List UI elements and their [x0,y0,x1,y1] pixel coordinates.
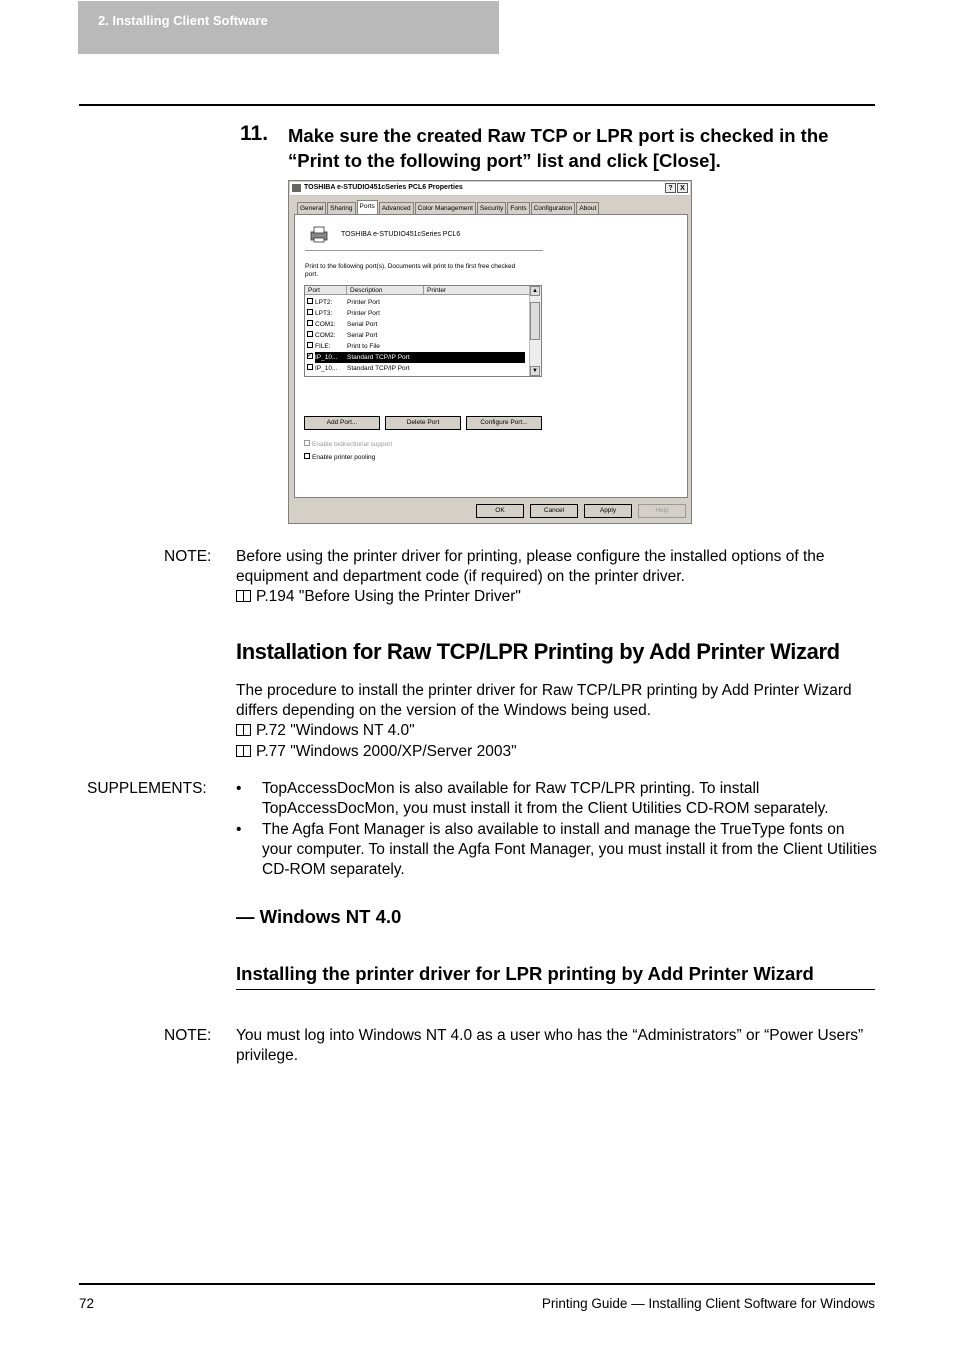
port-checkbox[interactable] [307,309,313,315]
port-checkbox[interactable] [307,298,313,304]
printer-icon [292,184,301,192]
port-checkbox[interactable] [307,320,313,326]
pooling-option[interactable]: Enable printer pooling [304,454,375,461]
add-port-button[interactable]: Add Port... [304,416,380,430]
column-port[interactable]: Port [305,286,347,295]
separator [305,250,543,251]
supplements-label: SUPPLEMENTS: [87,780,207,797]
printer-name: TOSHIBA e-STUDIO451cSeries PCL6 [341,231,461,238]
tab-general[interactable]: General [297,202,326,215]
ports-panel [294,214,688,498]
subsubsection-title: Installing the printer driver for LPR printing by Add Printer Wizard [236,963,875,990]
column-description[interactable]: Description [347,286,424,295]
port-checkbox-checked[interactable] [307,353,313,359]
close-title-button[interactable]: X [677,183,688,193]
list-item[interactable]: LPT2: Printer Port [307,297,529,308]
port-checkbox[interactable] [307,331,313,337]
scroll-thumb[interactable] [530,302,540,340]
tab-color-management[interactable]: Color Management [415,202,476,215]
port-checkbox[interactable] [307,364,313,370]
help-button[interactable]: Help [638,504,686,518]
scroll-up-icon[interactable]: ▲ [530,286,540,296]
book-icon [236,590,251,602]
list-item[interactable]: LPT3: Printer Port [307,308,529,319]
step-text: Make sure the created Raw TCP or LPR port is checked in the “Print to the following port” list and click [Close]. [288,125,829,171]
section-header-text: 2. Installing Client Software [98,13,268,28]
printer-properties-dialog [288,180,692,524]
tab-fonts[interactable]: Fonts [507,202,529,215]
cancel-button[interactable]: Cancel [530,504,578,518]
ports-list-header [305,286,530,296]
tab-sharing[interactable]: Sharing [327,202,355,215]
scroll-down-icon[interactable]: ▼ [530,366,540,376]
supplement-item: TopAccessDocMon is also available for Raw TCP/LPR printing. To install TopAccessDocMon, you must install it from the Client Utilities CD-ROM separately. [262,780,829,817]
port-checkbox[interactable] [307,342,313,348]
reference-nt4[interactable]: P.72 "Windows NT 4.0" [236,721,415,741]
delete-port-button[interactable]: Delete Port [385,416,461,430]
ports-list-scrollbar[interactable] [529,286,541,376]
column-printer[interactable]: Printer [424,286,530,295]
section-title: Installation for Raw TCP/LPR Printing by Add Printer Wizard [236,639,840,664]
dialog-titlebar [290,182,690,196]
apply-button[interactable]: Apply [584,504,632,518]
dialog-tabs [297,202,600,214]
intro-text: The procedure to install the printer driver for Raw TCP/LPR printing by Add Printer Wizard differs depending on the version of the Windows being used. [236,682,852,719]
reference-2000xp[interactable]: P.77 "Windows 2000/XP/Server 2003" [236,742,517,762]
list-item[interactable]: IP_10... Standard TCP/IP Port [307,363,529,374]
tab-configuration[interactable]: Configuration [531,202,576,215]
list-item[interactable]: COM2: Serial Port [307,330,529,341]
book-icon [236,745,251,757]
note-reference[interactable]: P.194 "Before Using the Printer Driver" [236,587,521,607]
tab-about[interactable]: About [576,202,599,215]
dialog-title: TOSHIBA e-STUDIO451cSeries PCL6 Properties [304,184,463,191]
bidirectional-checkbox[interactable] [304,440,310,446]
ports-instructions: Print to the following port(s). Documents will print to the first free checked port. [305,263,516,278]
top-rule [79,104,875,106]
configure-port-button[interactable]: Configure Port... [466,416,542,430]
bidirectional-option[interactable]: Enable bidirectional support [304,441,392,448]
tab-ports[interactable]: Ports [357,200,378,215]
page-number: 72 [79,1296,95,1311]
book-icon [236,724,251,736]
list-item[interactable]: FILE: Print to File [307,341,529,352]
bullet: • [236,821,242,838]
ok-button[interactable]: OK [476,504,524,518]
section-header-tab [78,1,499,54]
ports-list[interactable] [304,285,542,377]
step-number: 11. [240,122,269,145]
tab-advanced[interactable]: Advanced [379,202,414,215]
pooling-checkbox[interactable] [304,453,310,459]
printer-icon [309,225,329,243]
tab-security[interactable]: Security [477,202,506,215]
note-label: NOTE: [164,1027,212,1044]
help-title-button[interactable]: ? [665,183,676,193]
list-item[interactable]: COM1: Serial Port [307,319,529,330]
footer-rule [79,1283,875,1285]
note-text: Before using the printer driver for printing, please configure the installed options of the equipment and department code (if required) on the printer driver. [236,548,825,585]
bullet: • [236,780,242,797]
subsection-title: — Windows NT 4.0 [236,906,402,927]
footer-title: Printing Guide — Installing Client Software for Windows [541,1296,875,1311]
supplement-item: The Agfa Font Manager is also available to install and manage the TrueType fonts on your computer. To install the Agfa Font Manager, you must install it from the Client Utilities CD-ROM separately. [262,821,877,878]
note-label: NOTE: [164,548,212,565]
note-text: You must log into Windows NT 4.0 as a user who has the “Administrators” or “Power Users” privilege. [236,1027,864,1064]
list-item-selected[interactable]: ✓IP_10... Standard TCP/IP Port [307,352,529,363]
